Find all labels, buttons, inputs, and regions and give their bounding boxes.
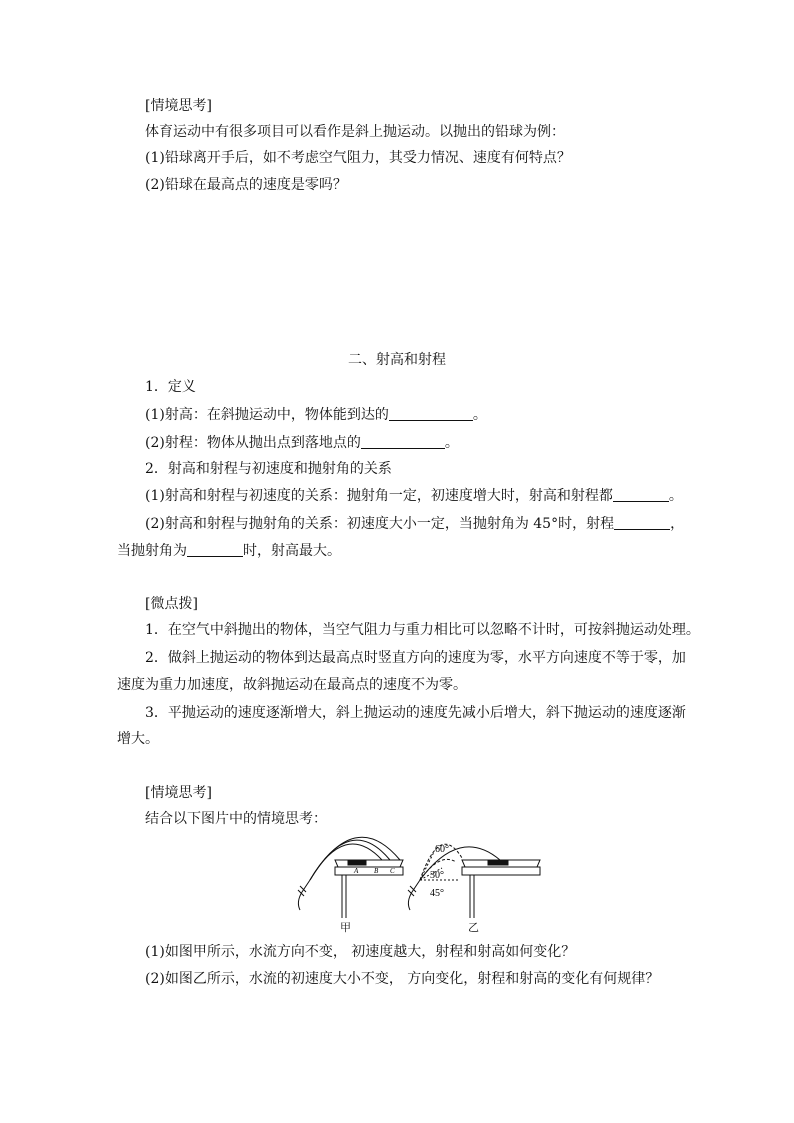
relation-1-text: (1)射高和射程与初速度的关系：抛射角一定，初速度增大时，射高和射程都 [145,488,613,504]
tip-3-cont: 增大。 [117,731,159,747]
relation-2-text: (2)射高和射程与抛射角的关系：初速度大小一定，当抛射角为 45°时，射程 [145,516,615,532]
figure-drawing [290,830,560,936]
angle-60-label: 60° [435,844,449,855]
tips-tag: [微点拨] [145,596,198,612]
relation-2-cont-end: 时，射高最大。 [243,543,341,559]
relation-2-cont [117,541,341,561]
tip-2-cont: 速度为重力加速度，故斜抛运动在最高点的速度不为零。 [117,677,467,693]
relation-2-mid: ， [670,516,685,532]
definition-1-text: (1)射高：在斜抛运动中，物体能到达的 [145,407,389,423]
figure-caption-right: 乙 [468,921,479,934]
question-1-2: (2)铅球在最高点的速度是零吗？ [145,177,347,193]
definition-2-end: 。 [444,435,459,451]
section-title: 二、射高和射程 [348,352,446,368]
answer-blank[interactable] [389,406,473,421]
definition-heading: 1．定义 [145,379,196,395]
question-3-1: (1)如图甲所示，水流方向不变， 初速度越大，射程和射高如何变化？ [145,944,576,960]
tip-2: 2．做斜上抛运动的物体到达最高点时竖直方向的速度为零，水平方向速度不等于零，加 [145,650,686,666]
definition-1 [145,405,487,425]
point-c-label: C [390,867,395,875]
answer-blank[interactable] [361,434,445,449]
situation-intro-2: 结合以下图片中的情境思考： [145,811,327,827]
relation-heading: 2．射高和射程与初速度和抛射角的关系 [145,461,392,477]
tip-3: 3．平抛运动的速度逐渐增大，斜上抛运动的速度先减小后增大，斜下抛运动的速度逐渐 [145,705,686,721]
definition-2-text: (2)射程：物体从抛出点到落地点的 [145,435,361,451]
relation-2-cont-text: 当抛射角为 [117,543,187,559]
tip-1: 1．在空气中斜抛出的物体，当空气阻力与重力相比可以忽略不计时，可按斜抛运动处理。 [145,622,700,638]
left-basin [335,860,403,867]
situation-intro-1: 体育运动中有很多项目可以看作是斜上抛运动。以抛出的铅球为例： [145,124,565,140]
water-stream-figure [290,830,560,936]
answer-blank[interactable] [187,542,243,557]
figure-caption-left: 甲 [340,921,351,934]
situation-tag-1: [情境思考] [145,98,212,114]
definition-2 [145,433,459,453]
situation-tag-2: [情境思考] [145,785,212,801]
relation-1 [145,486,683,506]
angle-30-label: 30° [430,870,444,881]
angle-45-label: 45° [430,888,444,899]
definition-1-end: 。 [472,407,487,423]
relation-1-end: 。 [668,488,683,504]
relation-2 [145,514,684,534]
right-table-top [462,867,540,875]
point-a-label: A [354,867,359,875]
question-1-1: (1)铅球离开手后，如不考虑空气阻力，其受力情况、速度有何特点？ [145,150,571,166]
answer-blank[interactable] [614,515,670,530]
point-b-label: B [374,867,379,875]
question-3-2: (2)如图乙所示，水流的初速度大小不变， 方向变化，射程和射高的变化有何规律？ [145,971,660,987]
answer-blank[interactable] [613,487,669,502]
